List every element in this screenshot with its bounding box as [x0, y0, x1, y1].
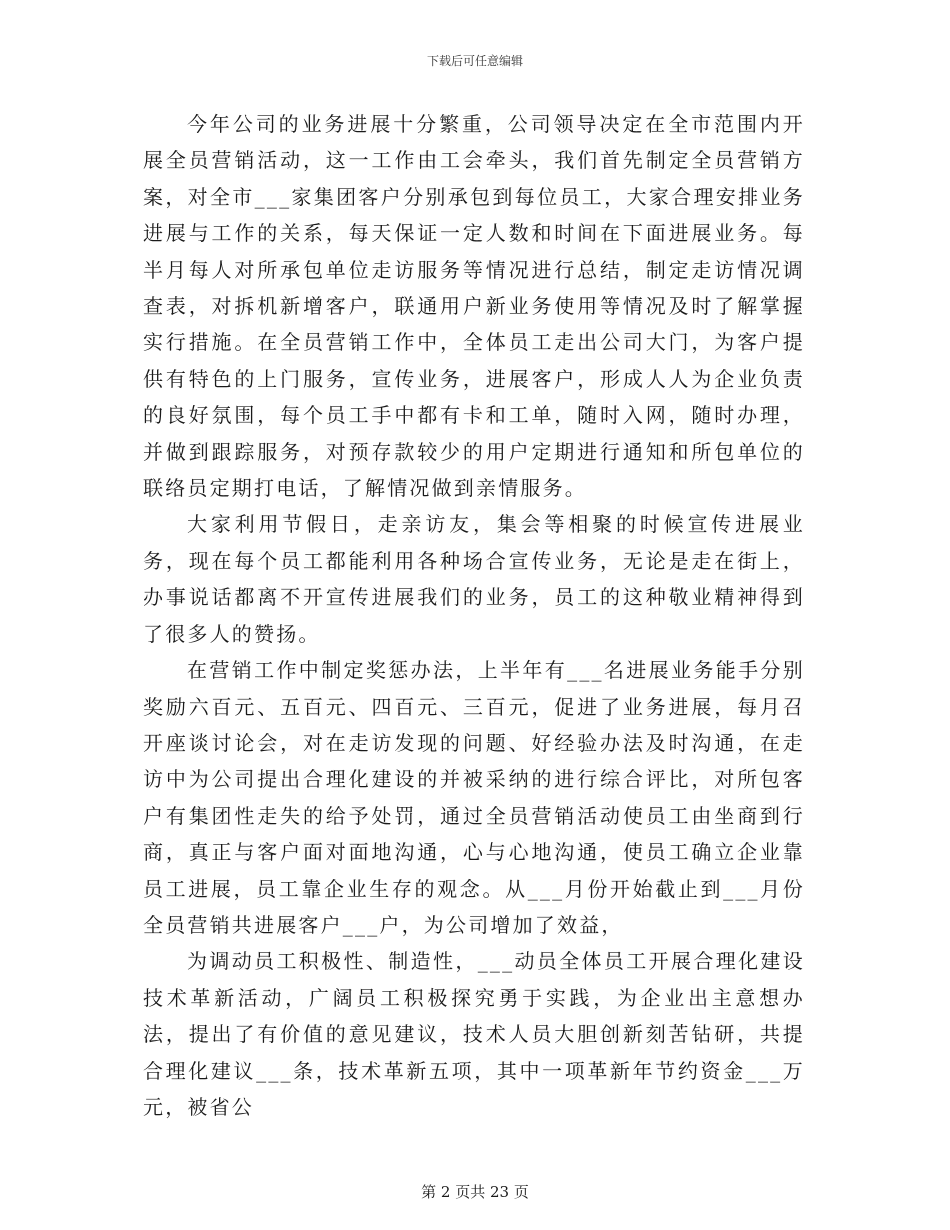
body-paragraph: 为调动员工积极性、制造性，___动员全体员工开展合理化建设技术革新活动，广阔员工积极探究勇于实践，为企业出主意想办法，提出了有价值的意见建议，技术人员大胆创新刻苦钻研，共提合理化建议___条，技术革新五项，其中一项革新年节约资金___万元，被省公 [143, 949, 805, 1119]
document-body [143, 106, 805, 1125]
page-number: 第 2 页共 23 页 [421, 1183, 529, 1201]
body-paragraph: 在营销工作中制定奖惩办法，上半年有___名进展业务能手分别奖励六百元、五百元、四百元、三百元，促进了业务进展，每月召开座谈讨论会，对在走访发现的问题、好经验办法及时沟通，在走访中为公司提出合理化建设的并被采纳的进行综合评比，对所包客户有集团性走失的给予处罚，通过全员营销活动使员工由坐商到行商，真正与客户面对面地沟通，心与心地沟通，使员工确立企业靠员工进展，员工靠企业生存的观念。从___月份开始截止到___月份全员营销共进展客户___户，为公司增加了效益， [143, 658, 805, 937]
page-header-note: 下载后可任意编辑 [426, 54, 523, 68]
body-paragraph: 大家利用节假日，走亲访友，集会等相聚的时候宣传进展业务，现在每个员工都能利用各种场合宣传业务，无论是走在街上，办事说话都离不开宣传进展我们的业务，员工的这种敬业精神得到了很多人的赞扬。 [143, 512, 805, 646]
body-paragraph: 今年公司的业务进展十分繁重，公司领导决定在全市范围内开展全员营销活动，这一工作由工会牵头，我们首先制定全员营销方案，对全市___家集团客户分别承包到每位员工，大家合理安排业务进展与工作的关系，每天保证一定人数和时间在下面进展业务。每半月每人对所承包单位走访服务等情况进行总结，制定走访情况调查表，对拆机新增客户，联通用户新业务使用等情况及时了解掌握实行措施。在全员营销工作中，全体员工走出公司大门，为客户提供有特色的上门服务，宣传业务，进展客户，形成人人为企业负责的良好氛围，每个员工手中都有卡和工单，随时入网，随时办理，并做到跟踪服务，对预存款较少的用户定期进行通知和所包单位的联络员定期打电话，了解情况做到亲情服务。 [143, 112, 805, 501]
